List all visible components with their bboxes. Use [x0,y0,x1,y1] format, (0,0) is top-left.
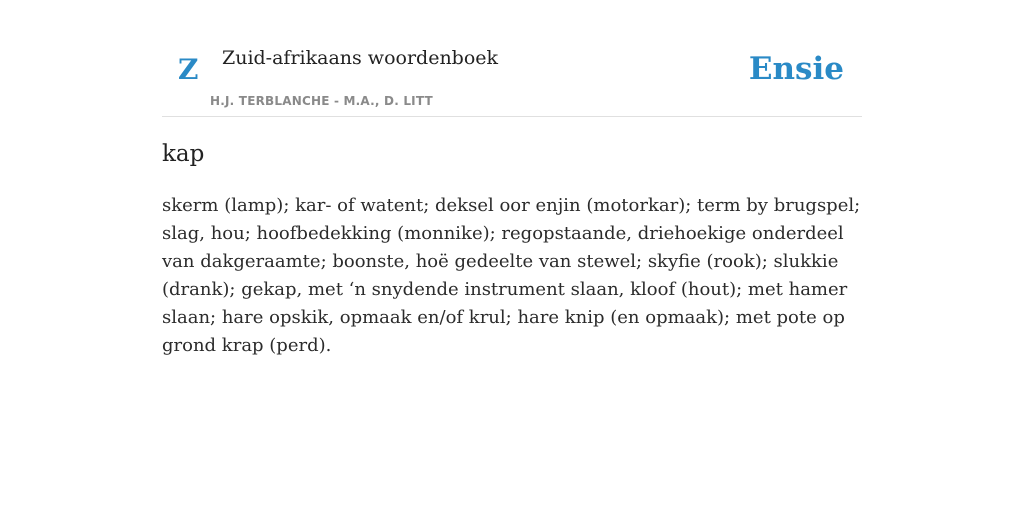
entry-headword: kap [162,141,205,167]
entry-definition: skerm (lamp); kar- of watent; deksel oor enjin (motorkar); term by brugspel; slag, hou; hoofbedekking (monnike); regopstaande, driehoekige onderdeel van dakgeraamte; boonste, hoë gedeelte van stewel; skyfie (rook); slukkie (drank); gekap, met ‘n snydende instrument slaan, kloof (hout); met hamer slaan; hare opskik, opmaak en/of krul; hare knip (en opmaak); met pote op grond krap (perd). [162,195,861,356]
dictionary-title[interactable]: Zuid-afrikaans woordenboek [222,47,499,69]
dictionary-header [162,0,862,117]
dictionary-author: H.J. TERBLANCHE - M.A., D. LITT [210,94,433,108]
brand-logo[interactable]: Ensie [748,51,844,87]
dictionary-logo-letter[interactable]: Z [178,53,199,86]
